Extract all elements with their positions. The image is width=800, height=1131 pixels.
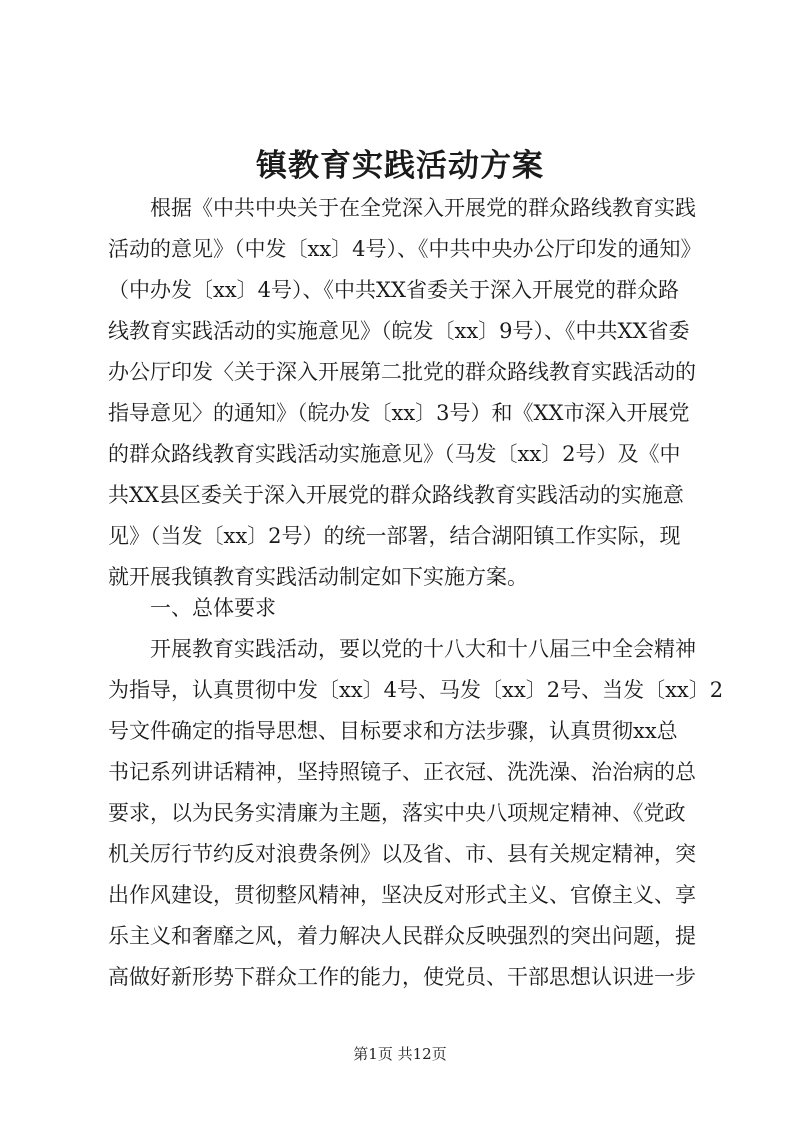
text-line: 要求，以为民务实清廉为主题，落实中央八项规定精神、《党政 (108, 801, 686, 825)
text-line: 活动的意见》（中发〔xx〕4号）、《中共中央办公厅印发的通知》 (108, 237, 702, 261)
text-line: 书记系列讲话精神，坚持照镜子、正衣冠、洗洗澡、治治病的总 (108, 760, 696, 784)
paragraph-requirements (108, 629, 724, 998)
text-line: 根据《中共中央关于在全党深入开展党的群众路线教育实践 (150, 196, 696, 220)
paragraph-intro (108, 188, 708, 598)
text-line: 为指导，认真贯彻中发〔xx〕4号、马发〔xx〕2号、当发〔xx〕2 (108, 678, 724, 702)
section-heading-block (108, 588, 708, 629)
text-line: 指导意见〉的通知》（皖办发〔xx〕3号）和《XX市深入开展党 (108, 401, 690, 425)
section-heading: 一、总体要求 (150, 596, 276, 620)
text-line: 出作风建设，贯彻整风精神，坚决反对形式主义、官僚主义、享 (108, 883, 696, 907)
page-footer: 第1页 共12页 (353, 1045, 447, 1063)
text-line: 见》（当发〔xx〕2号）的统一部署，结合湖阳镇工作实际，现 (108, 524, 681, 548)
document-title: 镇教育实践活动方案 (256, 148, 544, 184)
text-line: 的群众路线教育实践活动实施意见》（马发〔xx〕2号）及《中 (108, 442, 681, 466)
text-line: 乐主义和奢靡之风，着力解决人民群众反映强烈的突出问题，提 (108, 924, 696, 948)
text-line: 办公厅印发〈关于深入开展第二批党的群众路线教育实践活动的 (108, 360, 696, 384)
text-line: 机关厉行节约反对浪费条例》以及省、市、县有关规定精神，突 (108, 842, 696, 866)
text-line: 开展教育实践活动，要以党的十八大和十八届三中全会精神 (150, 637, 696, 661)
text-line: 号文件确定的指导思想、目标要求和方法步骤，认真贯彻xx总 (108, 719, 678, 743)
text-line: （中办发〔xx〕4号）、《中共XX省委关于深入开展党的群众路 (108, 278, 679, 302)
text-line: 就开展我镇教育实践活动制定如下实施方案。 (108, 565, 528, 589)
text-line: 共XX县区委关于深入开展党的群众路线教育实践活动的实施意 (108, 483, 684, 507)
text-line: 高做好新形势下群众工作的能力，使党员、干部思想认识进一步 (108, 965, 696, 989)
text-line: 线教育实践活动的实施意见》（皖发〔xx〕9号）、《中共XX省委 (108, 319, 690, 343)
